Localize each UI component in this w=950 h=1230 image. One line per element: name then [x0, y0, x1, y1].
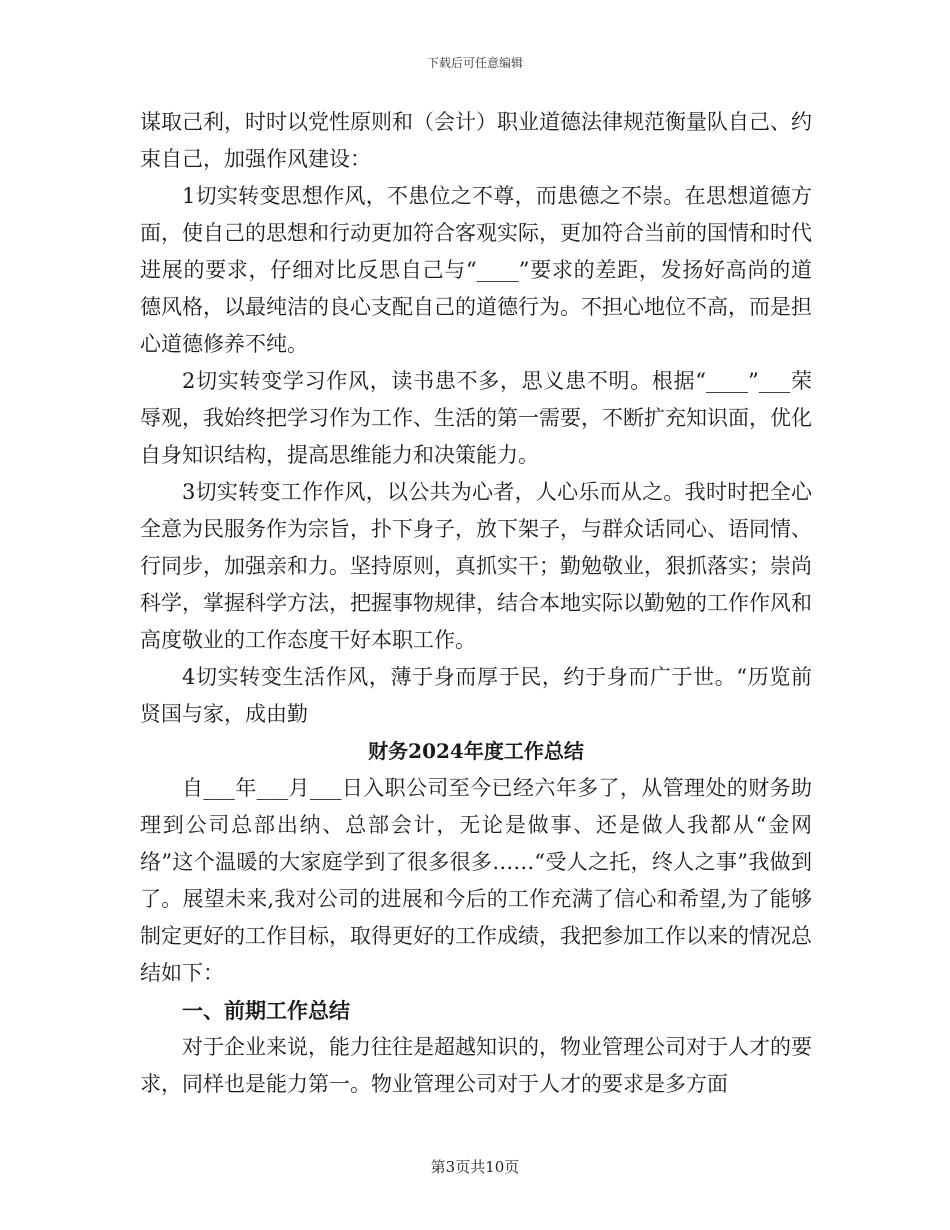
document-body: [140, 104, 812, 1103]
paragraph-3: 2切实转变学习作风，读书患不多，思义患不明。根据“____”___荣辱观，我始终把学习作为工作、生活的第一需要，不断扩充知识面，优化自身知识结构，提高思维能力和决策能力。: [140, 369, 812, 467]
paragraph-1: 谋取己利，时时以党性原则和（会计）职业道德法律规范衡量队自己、约束自己，加强作风建设：: [140, 110, 812, 171]
paragraph-7: 对于企业来说，能力往往是超越知识的，物业管理公司对于人才的要求，同样也是能力第一。物业管理公司对于人才的要求是多方面: [140, 1035, 812, 1096]
paragraph-6: 自___年___月___日入职公司至今已经六年多了，从管理处的财务助理到公司总部出纳、总部会计，无论是做事、还是做人我都从“金网络”这个温暖的大家庭学到了很多很多……“受人之托，终人之事”我做到了。展望未来,我对公司的进展和今后的工作充满了信心和希望,为了能够制定更好的工作目标，取得更好的工作成绩，我把参加工作以来的情况总结如下：: [140, 776, 812, 985]
paragraph-4: 3切实转变工作作风，以公共为心者，人心乐而从之。我时时把全心全意为民服务作为宗旨，扑下身子，放下架子，与群众话同心、语同情、行同步，加强亲和力。坚持原则，真抓实干；勤勉敬业，狠抓落实；崇尚科学，掌握科学方法，把握事物规律，结合本地实际以勤勉的工作作风和高度敬业的工作态度干好本职工作。: [140, 480, 812, 652]
paragraph-2: 1切实转变思想作风，不患位之不尊，而患德之不崇。在思想道德方面，使自己的思想和行动更加符合客观实际，更加符合当前的国情和时代进展的要求，仔细对比反思自己与“____”要求的差距，发扬好高尚的道德风格，以最纯洁的良心支配自己的道德行为。不担心地位不高，而是担心道德修养不纯。: [140, 184, 812, 356]
section-heading: 一、前期工作总结: [182, 998, 350, 1023]
header-note: 下载后可任意编辑: [426, 56, 523, 70]
page-number: 第3页共10页: [430, 1158, 520, 1176]
section-title: 财务2024年度工作总结: [368, 739, 584, 763]
paragraph-5: 4切实转变生活作风，薄于身而厚于民，约于身而广于世。“历览前贤国与家，成由勤: [140, 665, 812, 726]
